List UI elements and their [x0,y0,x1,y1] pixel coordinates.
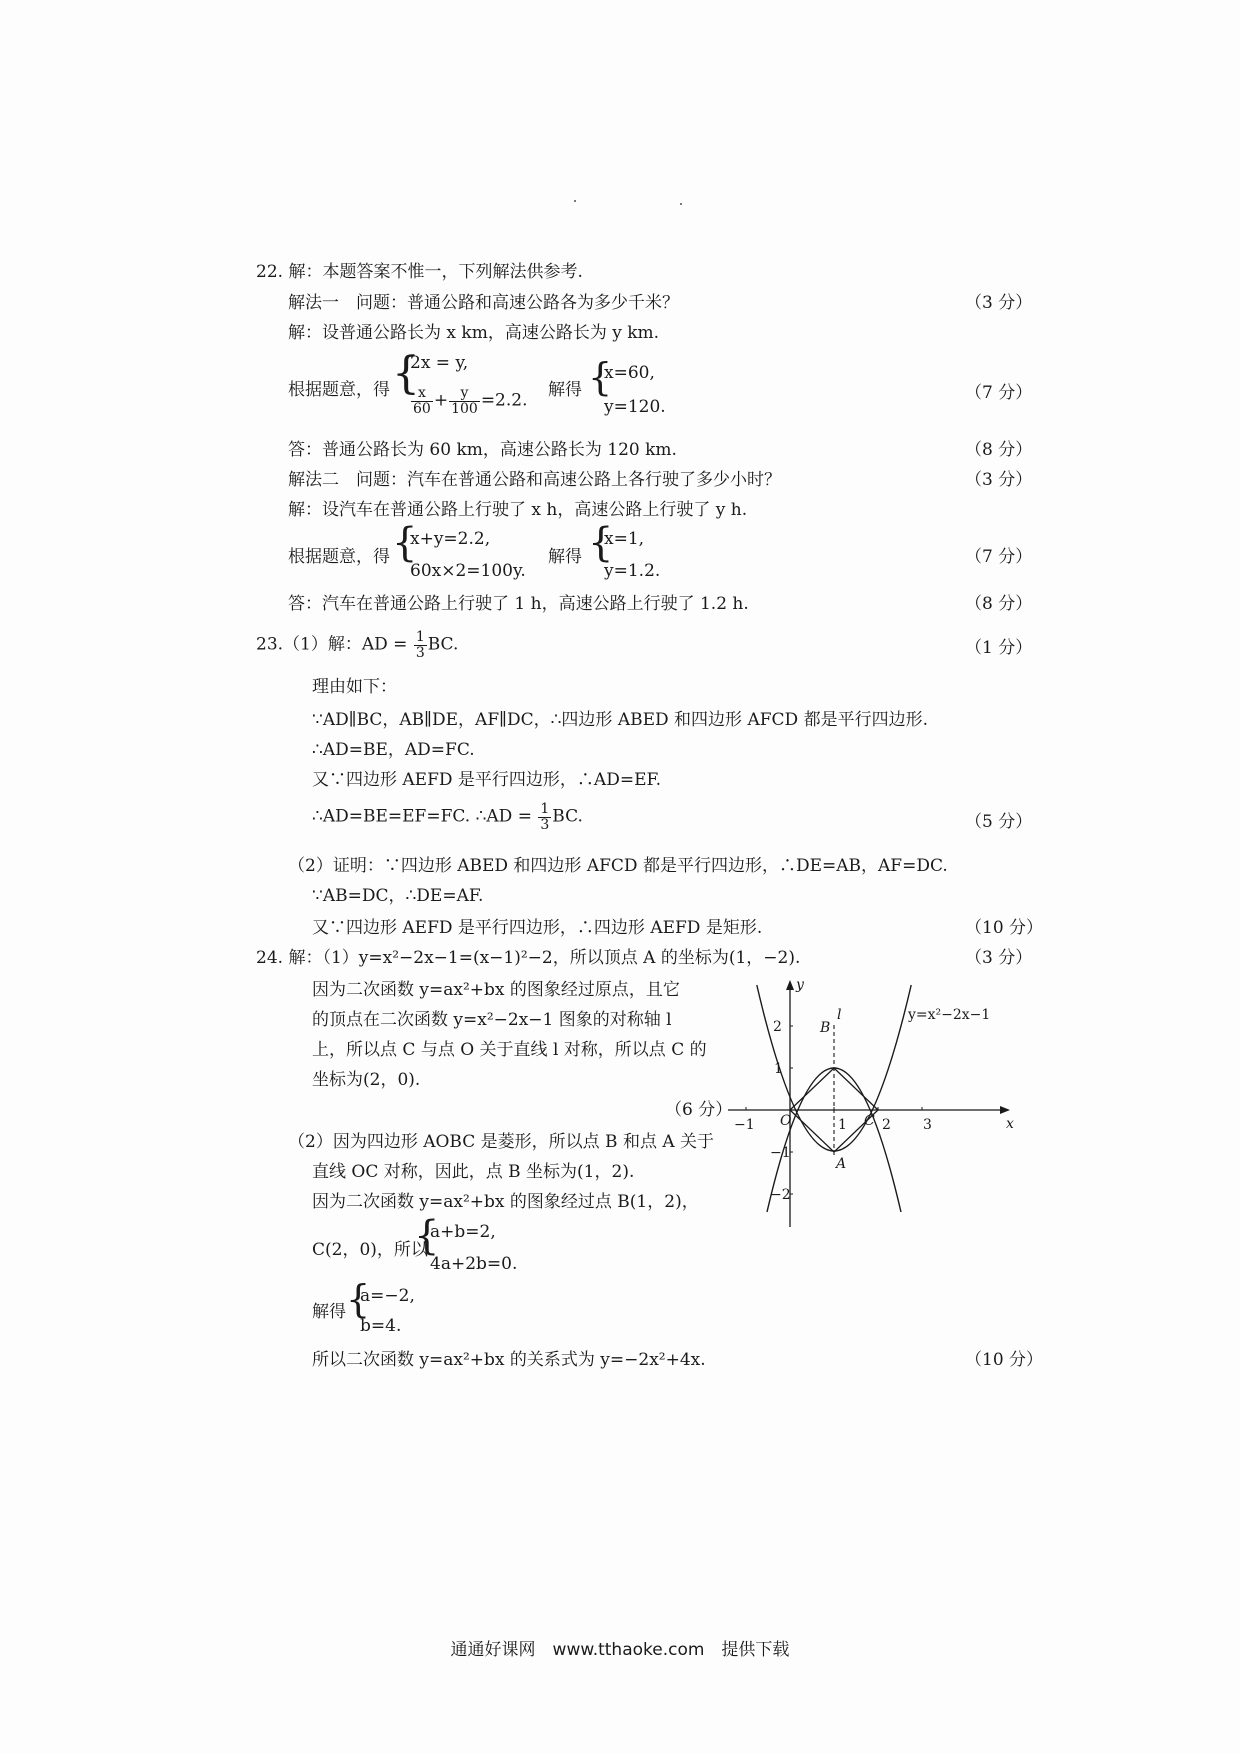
q23-part2-line3: 又∵四边形 AEFD 是平行四边形，∴四边形 AEFD 是矩形. [312,918,763,938]
q22-method1-sol1: x=60, [604,363,655,383]
q22-method1-eq-points: （7 分） [965,383,1033,403]
q24-text-line2: 的顶点在二次函数 y=x²−2x−1 图象的对称轴 l [312,1010,672,1030]
q22-method2-answer-points: （8 分） [965,594,1033,614]
q23-line4-suffix: BC. [552,806,583,827]
brace-icon: { [588,520,614,566]
q24-part2-line3: 因为二次函数 y=ax²+bx 的图象经过点 B(1，2)， [312,1192,699,1212]
q24-part2-eq1: a+b=2, [430,1222,496,1242]
q24-sol-prefix: 解得 [312,1302,346,1322]
brace-icon: { [392,520,418,566]
brace-icon: { [414,1213,440,1259]
q23-line4 [312,802,583,832]
numerator: x [411,386,433,402]
equation-rest: =2.2. [480,390,528,411]
q22-method1-answer-points: （8 分） [965,440,1033,460]
q22-method2-eq-prefix: 根据题意，得 [288,547,390,567]
q22-method1-answer: 答：普通公路长为 60 km，高速公路长为 120 km. [288,440,677,460]
plus-sign: + [433,390,449,411]
q22-method2-sol-prefix: 解得 [548,547,582,567]
q22-method2-eq-points: （7 分） [965,547,1033,567]
q22-method1-title: 解法一 问题：普通公路和高速公路各为多少千米？ [288,293,679,313]
q24-final: 所以二次函数 y=ax²+bx 的关系式为 y=−2x²+4x. [312,1350,706,1370]
denominator: 3 [415,644,425,661]
q24-text-points: （6 分） [665,1100,733,1120]
q22-method1-title-points: （3 分） [965,293,1033,313]
brace-icon: { [392,348,420,399]
fraction [414,630,427,660]
q22-method1-eq-prefix: 根据题意，得 [288,380,390,400]
y-axis-label: y [796,977,804,993]
q24-sol2: b=4. [360,1316,402,1336]
q22-method2-let: 解：设汽车在普通公路上行驶了 x h，高速公路上行驶了 y h. [288,500,748,520]
x-tick-3: 3 [923,1117,932,1133]
q24-part1-points: （3 分） [965,948,1033,968]
q24-sol1: a=−2, [360,1286,415,1306]
line-l-label: l [837,1007,842,1023]
q22-method2-answer: 答：汽车在普通公路上行驶了 1 h，高速公路上行驶了 1.2 h. [288,594,749,614]
q22-method2-title-points: （3 分） [965,470,1033,490]
q24-text-line4: 坐标为(2，0). [312,1070,421,1090]
q23-part2-line2: ∵AB=DC，∴DE=AF. [312,886,484,906]
denominator: 60 [413,400,431,417]
q24-part2-line1: （2）因为四边形 AOBC 是菱形，所以点 B 和点 A 关于 [288,1132,715,1152]
q24-text-line3: 上，所以点 C 与点 O 关于直线 l 对称，所以点 C 的 [312,1040,707,1060]
q23-part1-points: （1 分） [965,638,1033,658]
q23-line2: ∴AD=BE，AD=FC. [312,740,475,760]
point-o-label: O [780,1113,792,1129]
fraction [538,802,551,832]
fraction [411,386,433,416]
parabola-graph [728,975,1018,1235]
fraction [449,386,480,416]
q23-part2-points: （10 分） [965,918,1044,938]
q22-method2-title: 解法二 问题：汽车在普通公路和高速公路上各行驶了多少小时？ [288,470,781,490]
point-b-label: B [820,1020,831,1036]
q23-line4-points: （5 分） [965,812,1033,832]
scan-speck [574,200,576,202]
q23-part1-answer [256,630,458,660]
q24-part2-eq-prefix: C(2，0)，所以 [312,1240,428,1260]
scan-speck [680,203,682,205]
denominator: 100 [451,400,478,417]
q23-line3: 又∵四边形 AEFD 是平行四边形，∴AD=EF. [312,770,662,790]
numerator: y [449,386,480,402]
denominator: 3 [540,816,550,833]
q22-method1-eq2 [410,386,528,416]
brace-icon: { [346,1277,371,1321]
point-c-label: C [864,1113,875,1129]
numerator: 1 [415,629,425,645]
numerator: 1 [540,801,550,817]
q22-method2-sol1: x=1, [604,529,645,549]
point-a-label: A [836,1156,847,1172]
q23-line1: ∵AD∥BC，AB∥DE，AF∥DC，∴四边形 ABED 和四边形 AFCD 都是平行四边形. [312,710,928,730]
q24-text-line1: 因为二次函数 y=ax²+bx 的图象经过原点，且它 [312,980,680,1000]
q23-part1-prefix: 23.（1）解：AD = [256,634,408,655]
x-axis-label: x [1006,1116,1014,1132]
q23-line4-prefix: ∴AD=BE=EF=FC. ∴AD = [312,806,532,827]
q23-part2-line1: （2）证明：∵四边形 ABED 和四边形 AFCD 都是平行四边形，∴DE=AB，AF=DC. [288,856,948,876]
q22-method1-sol-prefix: 解得 [548,380,582,400]
q22-intro: 22. 解：本题答案不惟一，下列解法供参考. [256,262,583,282]
q24-part2-eq2: 4a+2b=0. [430,1254,518,1274]
q22-method1-sol2: y=120. [604,397,666,417]
q23-part1-suffix: BC. [427,634,459,655]
curve-label: y=x²−2x−1 [908,1007,991,1023]
brace-icon: { [588,355,613,399]
q24-part1: 24. 解：（1）y=x²−2x−1=(x−1)²−2，所以顶点 A 的坐标为(1，−2). [256,948,801,968]
y-tick-neg2: −2 [770,1187,791,1203]
y-tick-1: 1 [774,1061,783,1077]
q22-method1-eq1: 2x = y, [410,353,469,373]
q22-method2-sol2: y=1.2. [604,561,661,581]
q22-method1-let: 解：设普通公路长为 x km，高速公路长为 y km. [288,323,660,343]
x-tick-1: 1 [838,1117,847,1133]
q22-method2-eq1: x+y=2.2, [410,529,491,549]
y-tick-2: 2 [773,1019,782,1035]
q24-final-points: （10 分） [965,1350,1044,1370]
q23-reason-heading: 理由如下： [312,677,397,697]
x-tick-2: 2 [882,1117,891,1133]
q22-method2-eq2: 60x×2=100y. [410,561,526,581]
footer-credit: 通通好课网 www.tthaoke.com 提供下载 [450,1640,790,1660]
y-tick-neg1: −1 [770,1145,791,1161]
x-tick-neg1: −1 [734,1117,755,1133]
q24-part2-line2: 直线 OC 对称，因此，点 B 坐标为(1，2). [312,1162,635,1182]
